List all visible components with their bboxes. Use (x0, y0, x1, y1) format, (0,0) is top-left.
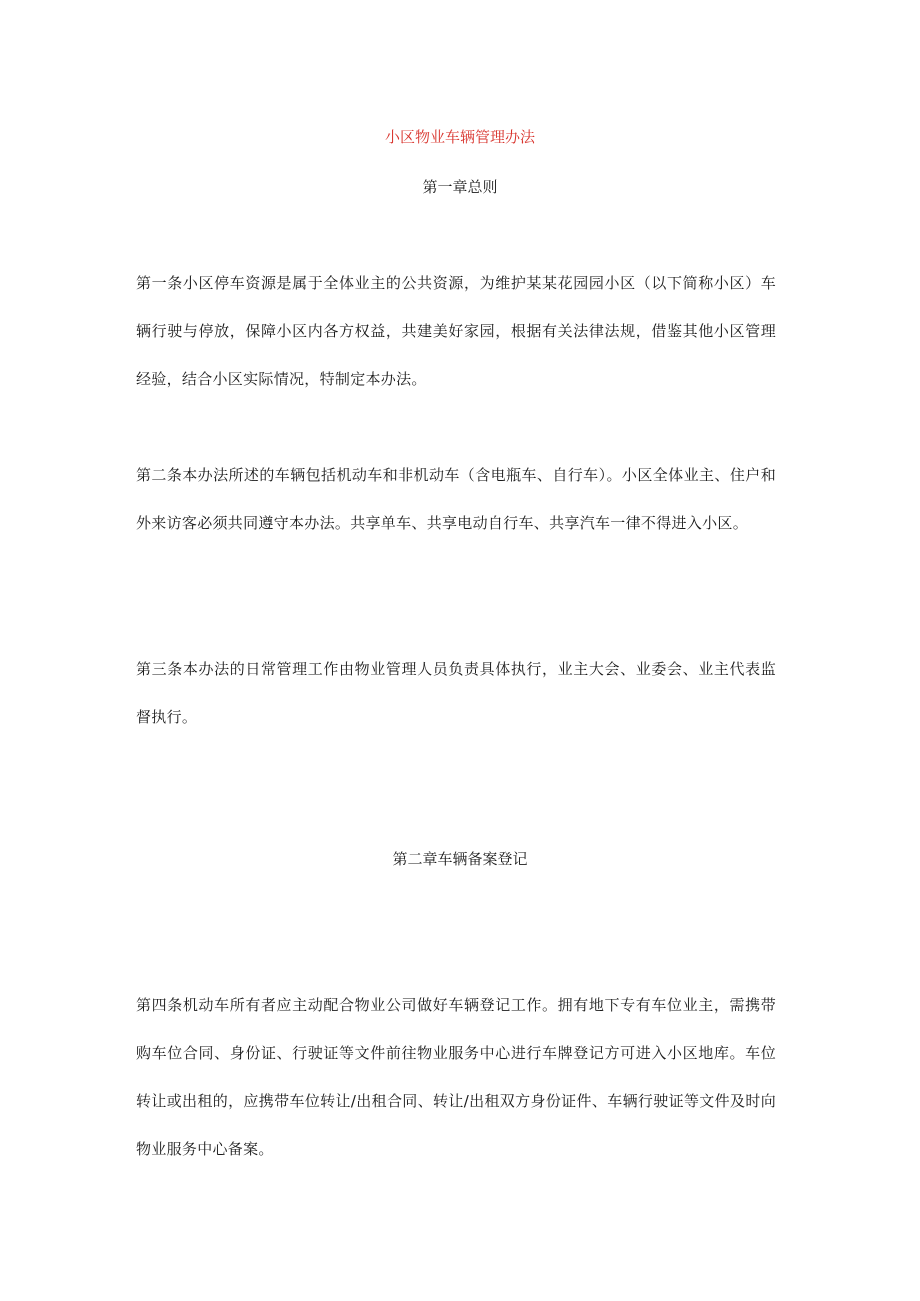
chapter-2-heading: 第二章车辆备案登记 (392, 850, 528, 868)
article-2: 第二条本办法所述的车辆包括机动车和非机动车（含电瓶车、自行车）。小区全体业主、住户和外来访客必须共同遵守本办法。共享单车、共享电动自行车、共享汽车一律不得进入小区。 (136, 466, 776, 532)
article-3: 第三条本办法的日常管理工作由物业管理人员负责具体执行，业主大会、业委会、业主代表监督执行。 (136, 660, 776, 726)
article-1: 第一条小区停车资源是属于全体业主的公共资源，为维护某某花园园小区（以下简称小区）车辆行驶与停放，保障小区内各方权益，共建美好家园，根据有关法律法规，借鉴其他小区管理经验，结合小区实际情况，特制定本办法。 (136, 274, 776, 388)
article-4: 第四条机动车所有者应主动配合物业公司做好车辆登记工作。拥有地下专有车位业主，需携带购车位合同、身份证、行驶证等文件前往物业服务中心进行车牌登记方可进入小区地库。车位转让或出租的，应携带车位转让/出租合同、转让/出租双方身份证件、车辆行驶证等文件及时向物业服务中心备案。 (136, 996, 776, 1158)
chapter-1-heading: 第一章总则 (422, 178, 498, 196)
document-title: 小区物业车辆管理办法 (384, 128, 535, 146)
